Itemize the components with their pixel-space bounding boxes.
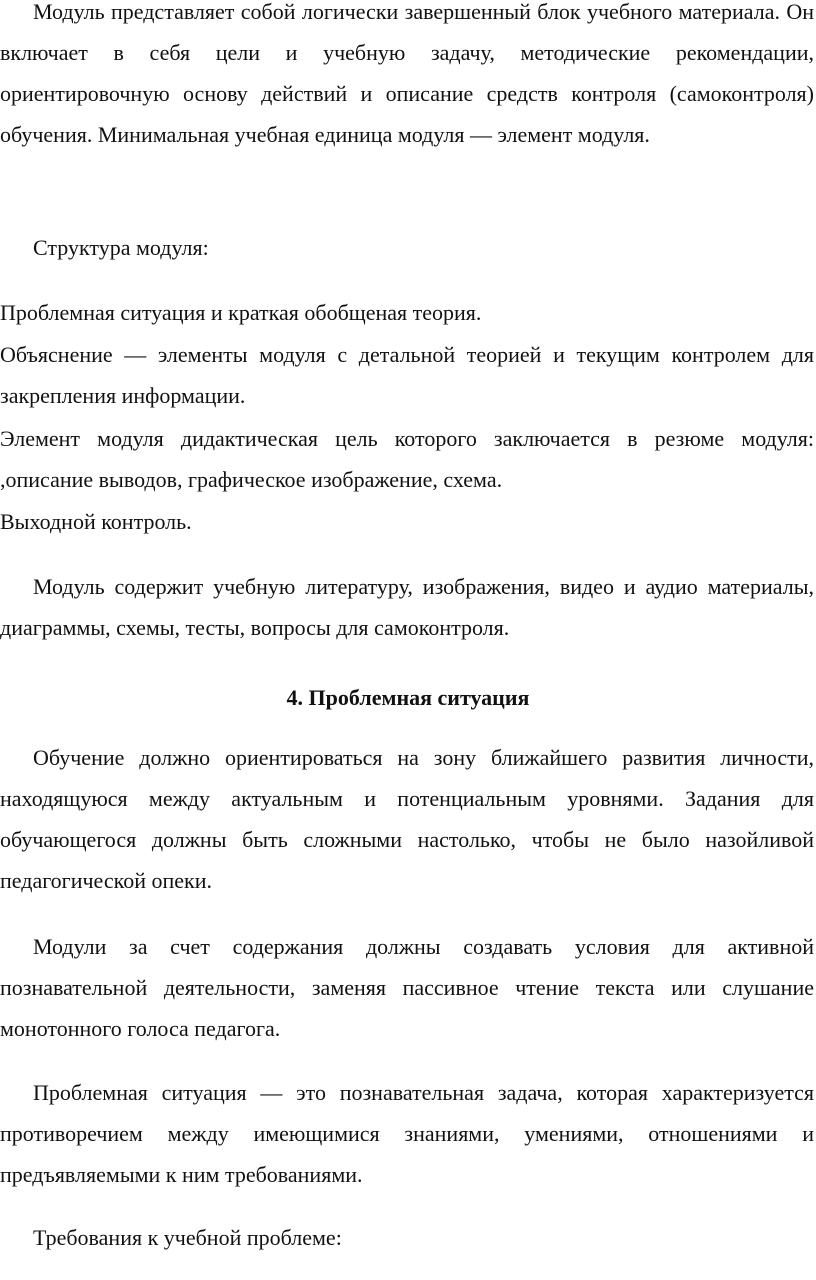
structure-intro: Структура модуля: (33, 235, 209, 260)
section-heading: 4. Проблемная ситуация (286, 685, 530, 710)
structure-item-2: Объяснение — элементы модуля с детальной теорией и текущим контролем для закрепления информации. (0, 342, 814, 408)
structure-item-1: Проблемная ситуация и краткая обобщеная теория. (0, 300, 482, 325)
section-paragraph-2: Модули за счет содержания должны создавать условия для активной познавательной деятельности, заменяя пассивное чтение текста или слушание монотонного голоса педагога. (0, 934, 814, 1041)
content-paragraph: Модуль содержит учебную литературу, изображения, видео и аудио материалы, диаграммы, схемы, тесты, вопросы для самоконтроля. (0, 574, 814, 640)
section-paragraph-4: Требования к учебной проблеме: (33, 1225, 342, 1250)
structure-item-3: Элемент модуля дидактическая цель которого заключается в резюме модуля: ,описание выводов, графическое изображение, схема. (0, 426, 814, 492)
section-paragraph-3: Проблемная ситуация — это познавательная задача, которая характеризуется противоречием между имеющимися знаниями, умениями, отношениями и предъявляемыми к ним требованиями. (0, 1080, 814, 1187)
section-paragraph-1: Обучение должно ориентироваться на зону ближайшего развития личности, находящуюся между актуальным и потенциальным уровнями. Задания для обучающегося должны быть сложными настолько, чтобы не было назойливой педагогической опеки. (0, 745, 814, 893)
structure-item-4: Выходной контроль. (0, 509, 192, 534)
intro-paragraph: Модуль представляет собой логически завершенный блок учебного материала. Он включает в себя цели и учебную задачу, методические рекомендации, ориентировочную основу действий и описание средств контроля (самоконтроля) обучения. Минимальная учебная единица модуля — элемент модуля. (0, 0, 814, 147)
